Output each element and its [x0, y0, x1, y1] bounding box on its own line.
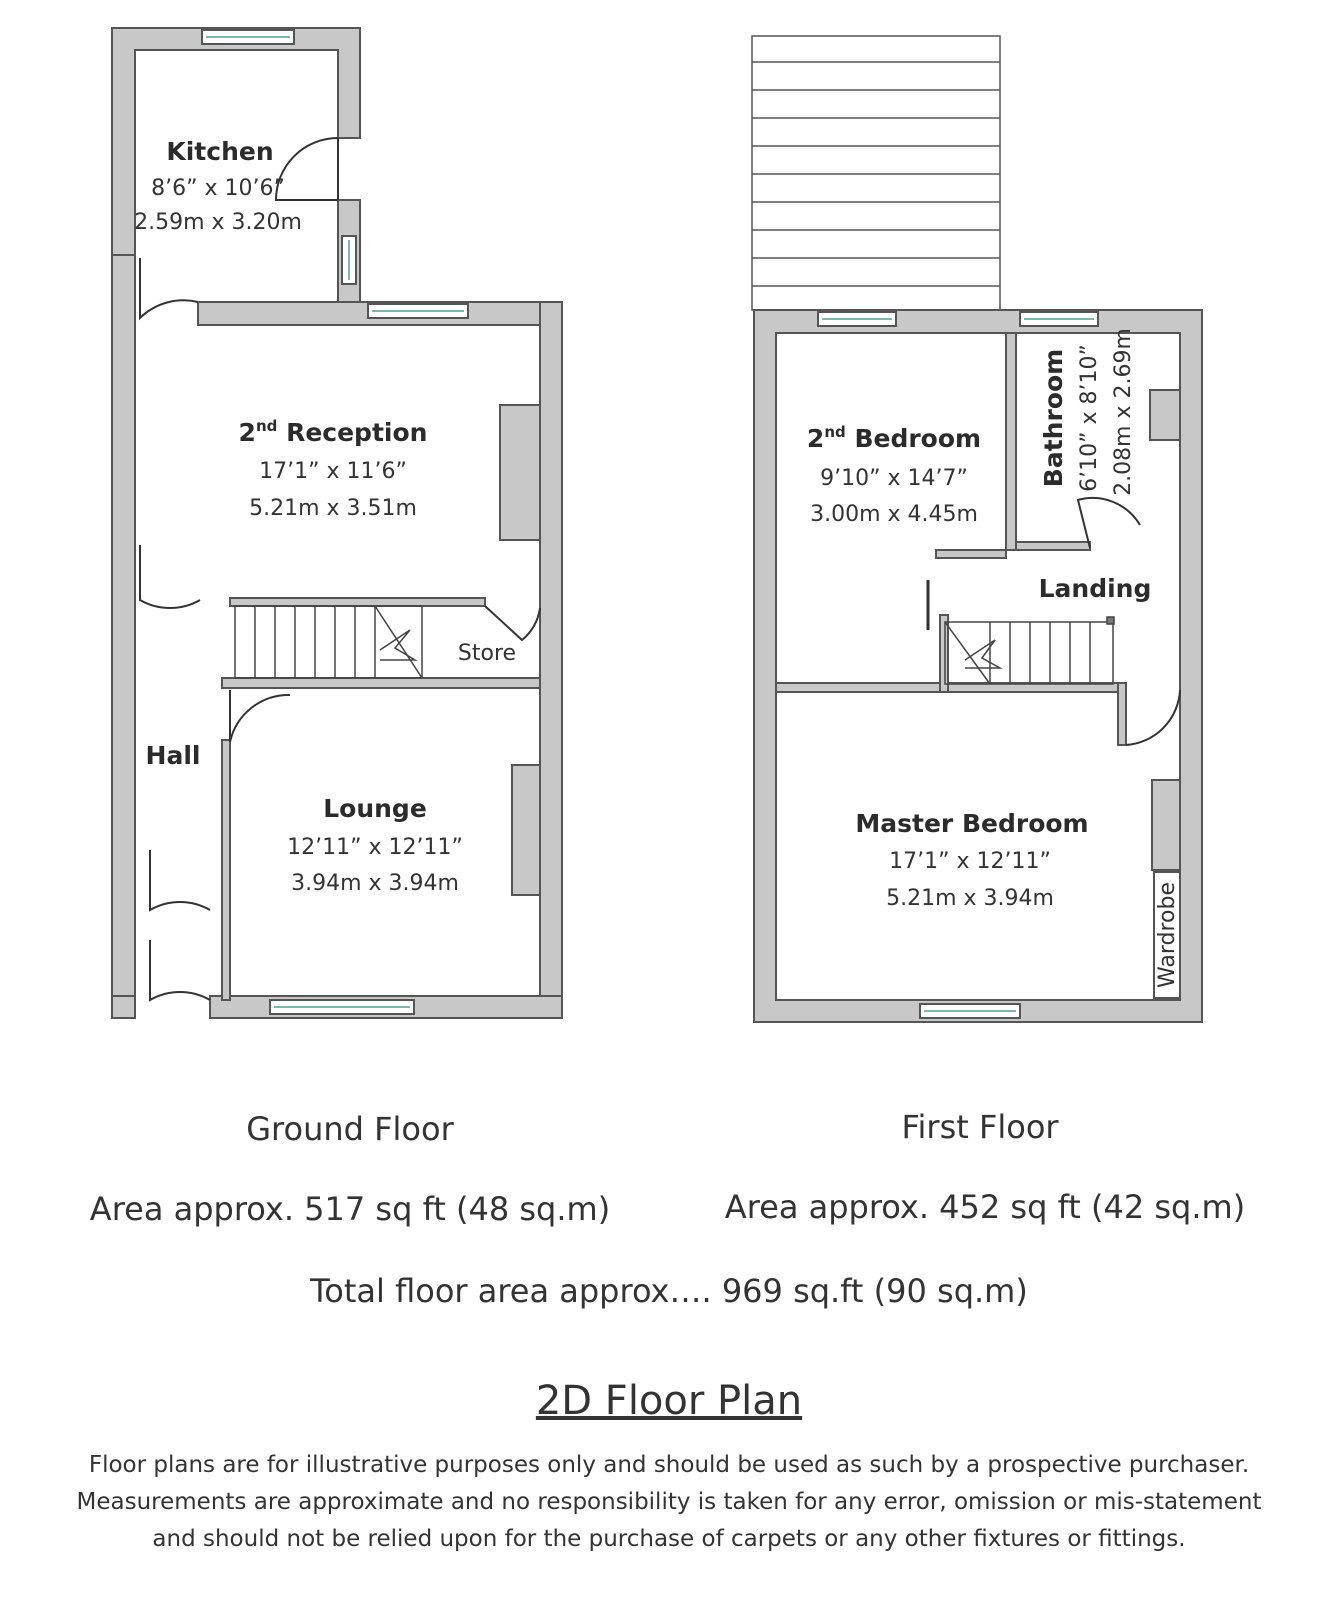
master-door [1126, 690, 1180, 745]
hall-label: Hall [145, 741, 201, 770]
reception-door [140, 545, 200, 608]
rear-roof [752, 36, 1000, 310]
front-door-lower [150, 940, 210, 1000]
disclaimer-line: Floor plans are for illustrative purposes only and should be used as such by a prospective purchaser. [88, 1452, 1250, 1478]
kitchen-label: Kitchen [166, 137, 274, 166]
first-stairs [945, 617, 1114, 684]
landing-wall [776, 615, 948, 692]
first-floor-area: Area approx. 452 sq ft (42 sq.m) [724, 1188, 1246, 1226]
ground-floor-plan [112, 28, 562, 1018]
bedroom2-metric: 3.00m x 4.45m [810, 502, 978, 527]
ground-stairs [235, 606, 422, 678]
ground-floor-title: Ground Floor [246, 1110, 454, 1148]
bathroom-metric: 2.08m x 2.69m [1111, 328, 1136, 496]
bedroom2-label: 2nd Bedroom [806, 423, 982, 453]
reception-label: 2nd Reception [238, 417, 428, 447]
master-label: Master Bedroom [855, 809, 1089, 838]
master-imperial: 17’1” x 12’11” [889, 849, 1051, 874]
bathroom-imperial: 6’10” x 8’10” [1077, 344, 1102, 492]
lounge-chimney-breast [512, 765, 540, 895]
total-floor-area: Total floor area approx…. 969 sq.ft (90 sq.m) [310, 1272, 1028, 1310]
kitchen-metric: 2.59m x 3.20m [134, 210, 302, 235]
kitchen-back-door [276, 138, 338, 200]
reception-lower-wall [230, 598, 485, 606]
lounge-label: Lounge [323, 794, 427, 823]
store-door [485, 606, 540, 640]
lounge-imperial: 12’11” x 12’11” [287, 835, 463, 860]
front-door-upper [150, 850, 210, 910]
kitchen-imperial: 8’6” x 10’6” [151, 176, 285, 201]
ground-outer-wall-right [540, 302, 562, 1018]
first-floor-title: First Floor [901, 1108, 1059, 1146]
lounge-door [230, 690, 290, 742]
plan-title: 2D Floor Plan [535, 1378, 803, 1424]
bathroom-lower-wall [1016, 542, 1090, 550]
disclaimer-line: Measurements are approximate and no responsibility is taken for any error, omission or mis-statement [76, 1489, 1262, 1515]
ground-floor-area: Area approx. 517 sq ft (48 sq.m) [89, 1190, 611, 1228]
bedroom2-imperial: 9’10” x 14’7” [820, 466, 968, 491]
reception-imperial: 17’1” x 11’6” [259, 459, 407, 484]
ground-outer-wall-left [112, 255, 135, 1000]
kitchen-door [140, 258, 198, 318]
bathroom-label: Bathroom [1039, 348, 1068, 488]
disclaimer-line: and should not be relied upon for the purchase of carpets or any other fixtures or fittings. [152, 1526, 1186, 1552]
wardrobe-wall [1152, 780, 1180, 870]
hall-partition-wall [222, 740, 230, 1000]
reception-metric: 5.21m x 3.51m [249, 496, 417, 521]
first-floor-plan [752, 36, 1202, 1022]
wardrobe-label: Wardrobe [1155, 882, 1180, 988]
bathroom-door [1078, 498, 1140, 548]
stair-floor-wall [222, 678, 540, 688]
master-metric: 5.21m x 3.94m [886, 886, 1054, 911]
bathroom-fixture [1150, 333, 1180, 440]
landing-label: Landing [1038, 574, 1152, 603]
reception-chimney-breast [500, 405, 540, 540]
lounge-metric: 3.94m x 3.94m [291, 871, 459, 896]
store-label: Store [457, 641, 517, 666]
stair-wall-right [948, 683, 1126, 745]
